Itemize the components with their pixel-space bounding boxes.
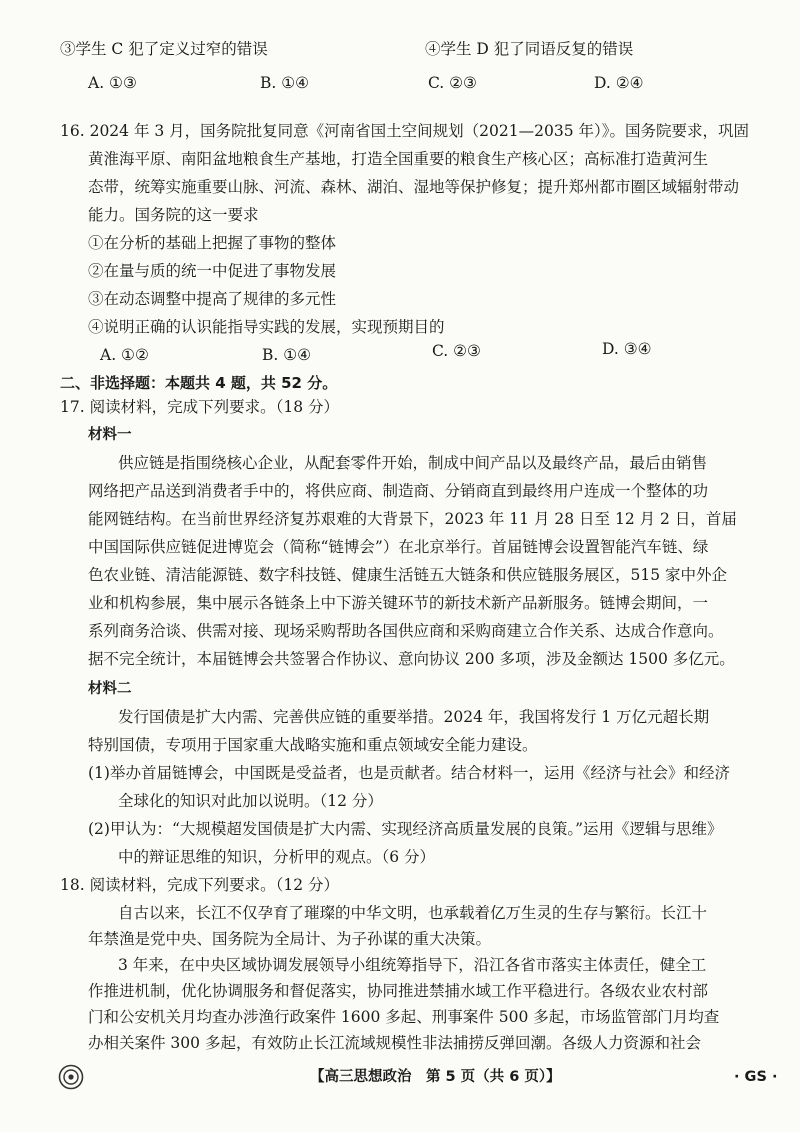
q17-material-1-line: 据不完全统计，本届链博会共签署合作协议、意向协议 200 多项，涉及金额达 1500 多亿元。 bbox=[88, 650, 735, 668]
q17-material-1-line: 中国国际供应链促进博览会（简称“链博会”）在北京举行。首届链博会设置智能汽车链、绿 bbox=[88, 538, 709, 556]
q15-option-3: ③学生 C 犯了定义过窄的错误 bbox=[60, 40, 268, 58]
q18-line: 门和公安机关月均查办涉渔行政案件 1600 多起、刑事案件 500 多起，市场监管部门月均查 bbox=[88, 1008, 720, 1026]
q16-statement-2: ②在量与质的统一中促进了事物发展 bbox=[88, 262, 337, 280]
q16-stem-line: 黄淮海平原、南阳盆地粮食生产基地，打造全国重要的粮食生产核心区；高标准打造黄河生 bbox=[88, 150, 709, 168]
publisher-logo-icon bbox=[58, 1064, 84, 1090]
q17-material-1-line: 能网链结构。在当前世界经济复苏艰难的大背景下，2023 年 11 月 28 日至 12 月 2 日，首届 bbox=[88, 510, 737, 528]
q17-material-1-line: 系列商务洽谈、供需对接、现场采购帮助各国供应商和采购商建立合作关系、达成合作意向。 bbox=[88, 622, 724, 640]
q16-statement-3: ③在动态调整中提高了规律的多元性 bbox=[88, 290, 337, 308]
page-footer-label: 【高三思想政治 第 5 页（共 6 页）】 bbox=[310, 1069, 561, 1085]
q17-material-2-line: 特别国债，专项用于国家重大战略实施和重点领域安全能力建设。 bbox=[88, 736, 538, 754]
q16-stem-line: 能力。国务院的这一要求 bbox=[88, 206, 259, 224]
q18-line: 3 年来，在中央区域协调发展领导小组统筹指导下，沿江各省市落实主体责任，健全工 bbox=[118, 956, 707, 974]
q16-stem-line: 16. 2024 年 3 月，国务院批复同意《河南省国土空间规划（2021—2035 年）》。国务院要求，巩固 bbox=[60, 122, 749, 140]
q18-line: 办相关案件 300 多起，有效防止长江流域规模性非法捕捞反弹回潮。各级人力资源和社会 bbox=[88, 1034, 701, 1052]
q16-choice-a: A. ①② bbox=[100, 346, 149, 364]
q16-statement-4: ④说明正确的认识能指导实践的发展，实现预期目的 bbox=[88, 318, 445, 336]
q15-choice-d: D. ②④ bbox=[594, 74, 644, 92]
q16-statement-1: ①在分析的基础上把握了事物的整体 bbox=[88, 234, 337, 252]
q16-choice-b: B. ①④ bbox=[262, 346, 312, 364]
q18-line: 年禁渔是党中央、国务院为全局计、为子孙谋的重大决策。 bbox=[88, 930, 492, 948]
page-footer-code: · GS · bbox=[734, 1069, 778, 1085]
q17-material-1-line: 供应链是指围绕核心企业，从配套零件开始，制成中间产品以及最终产品，最后由销售 bbox=[118, 454, 708, 472]
q17-material-1-line: 业和机构参展，集中展示各链条上中下游关键环节的新技术新产品新服务。链博会期间，一 bbox=[88, 594, 709, 612]
q17-sub-question-1: (1)举办首届链博会，中国既是受益者，也是贡献者。结合材料一，运用《经济与社会》和经济 bbox=[88, 764, 730, 782]
q17-material-1-label: 材料一 bbox=[88, 427, 132, 443]
q18-line: 作推进机制，优化协调服务和督促落实，协同推进禁捕水域工作平稳进行。各级农业农村部 bbox=[88, 982, 709, 1000]
q16-choice-c: C. ②③ bbox=[432, 342, 481, 360]
q18-line: 自古以来，长江不仅孕育了璀璨的中华文明，也承载着亿万生灵的生存与繁衍。长江十 bbox=[118, 904, 708, 922]
q17-sub-question-2-cont: 中的辩证思维的知识，分析甲的观点。（6 分） bbox=[118, 848, 436, 866]
q17-sub-question-1-cont: 全球化的知识对此加以说明。（12 分） bbox=[118, 792, 383, 810]
q17-title: 17. 阅读材料，完成下列要求。（18 分） bbox=[60, 398, 339, 416]
q16-choice-d: D. ③④ bbox=[602, 340, 652, 358]
q15-option-4: ④学生 D 犯了同语反复的错误 bbox=[425, 40, 634, 58]
section-2-heading: 二、非选择题：本题共 4 题，共 52 分。 bbox=[60, 374, 338, 392]
q16-stem-line: 态带，统筹实施重要山脉、河流、森林、湖泊、湿地等保护修复；提升郑州都市圈区域辐射带动 bbox=[88, 178, 740, 196]
q17-material-1-line: 色农业链、清洁能源链、数字科技链、健康生活链五大链条和供应链服务展区，515 家中外企 bbox=[88, 566, 728, 584]
q17-sub-question-2: (2)甲认为：“大规模超发国债是扩大内需、实现经济高质量发展的良策。”运用《逻辑与思维》 bbox=[88, 820, 723, 838]
q18-title: 18. 阅读材料，完成下列要求。（12 分） bbox=[60, 876, 339, 894]
q15-choice-a: A. ①③ bbox=[88, 74, 137, 92]
q17-material-2-line: 发行国债是扩大内需、完善供应链的重要举措。2024 年，我国将发行 1 万亿元超长期 bbox=[118, 708, 710, 726]
q17-material-1-line: 网络把产品送到消费者手中的，将供应商、制造商、分销商直到最终用户连成一个整体的功 bbox=[88, 482, 709, 500]
q15-choice-b: B. ①④ bbox=[260, 74, 310, 92]
q15-choice-c: C. ②③ bbox=[428, 74, 477, 92]
q17-material-2-label: 材料二 bbox=[88, 681, 132, 697]
